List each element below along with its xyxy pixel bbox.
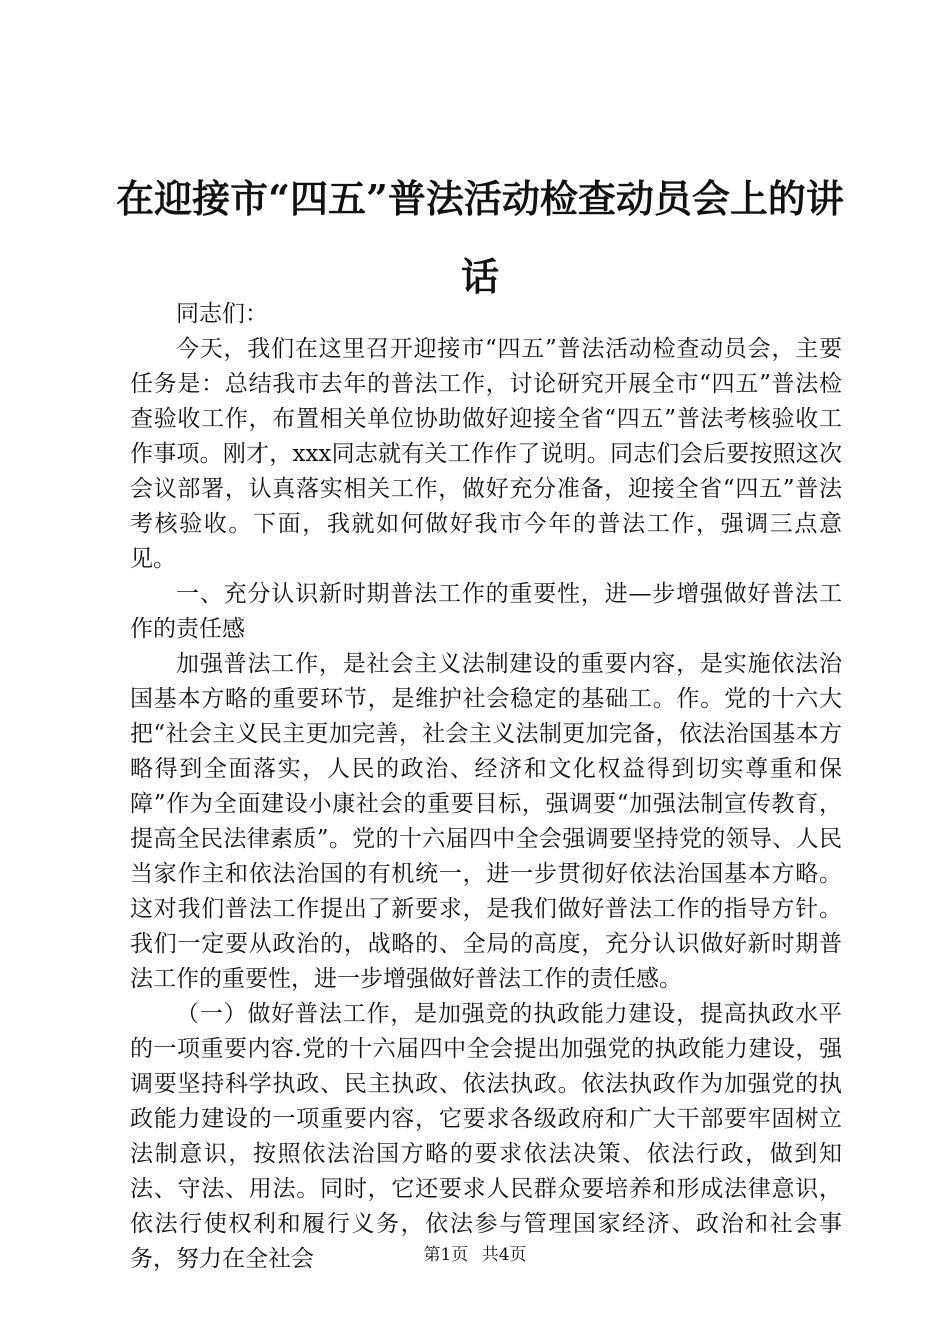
paragraph-subsection: （一）做好普法工作，是加强竞的执政能力建设，提高执政水平的一项重要内容.党的十六届四中全会提出加强党的执政能力建设，强调要坚持科学执政、民主执政、依法执政。依法执政作为加强党的执政能力建设的一项重要内容，它要求各级政府和广大干部要牢固树立法制意识，按照依法治国方略的要求依法决策、依法行政，做到知法、守法、用法。同时，它还要求人民群众要培养和形成法律意识，依法行使权利和履行义务，依法参与管理国家经济、政治和社会事务，努力在全社会 — [130, 1001, 842, 1272]
salutation: 同志们： — [176, 301, 268, 327]
page-footer — [0, 1244, 950, 1266]
section-heading: 一、充分认识新时期普法工作的重要性，进—步增强做好普法工作的责任感 — [130, 581, 842, 642]
page-total: 共4页 — [481, 1245, 527, 1265]
document-title: 在迎接市“四五”普法活动检查动员会上的讲话 — [116, 176, 844, 299]
paragraph-intro: 今天，我们在这里召开迎接市“四五”普法活动检查动员会，主要任务是：总结我市去年的普法工作，讨论研究开展全市“四五”普法检查验收工作，布置相关单位协助做好迎接全省“四五”普法考核验收工作事项。刚才，xxx同志就有关工作作了说明。同志们会后要按照这次会议部署，认真落实相关工作，做好充分准备，迎接全省“四五”普法考核验收。下面，我就如何做好我市今年的普法工作，强调三点意见。 — [130, 336, 842, 572]
paragraph-body: 加强普法工作，是社会主义法制建设的重要内容，是实施依法治国基本方略的重要环节，是维护社会稳定的基础工。作。党的十六大把“社会主义民主更加完善，社会主义法制更加完备，依法治国基本方略得到全面落实，人民的政治、经济和文化权益得到切实尊重和保障”作为全面建设小康社会的重要目标，强调要“加强法制宣传教育，提高全民法律素质”。党的十六届四中全会强调要坚持党的领导、人民当家作主和依法治国的有机统一，进一步贯彻好依法治国基本方略。这对我们普法工作提出了新要求，是我们做好普法工作的指导方针。我们一定要从政治的，战略的、全局的高度，充分认识做好新时期普法工作的重要性，进一步增强做好普法工作的责任感。 — [130, 651, 842, 992]
document-body — [130, 297, 842, 1277]
page-number: 第1页 — [423, 1245, 469, 1265]
